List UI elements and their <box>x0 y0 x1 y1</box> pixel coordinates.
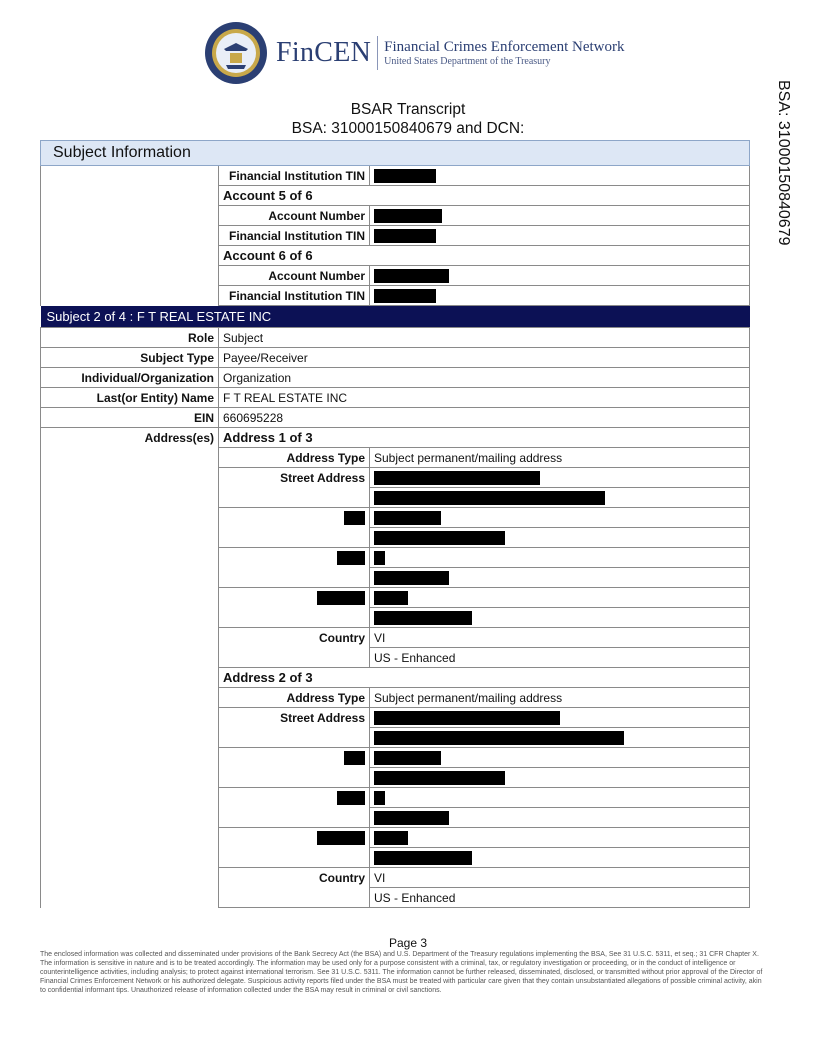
redaction-block <box>374 831 408 845</box>
subject-information-table <box>40 140 750 908</box>
logo-line-1: Financial Crimes Enforcement Network <box>384 38 625 55</box>
redaction-block <box>374 851 472 865</box>
redaction-block <box>374 169 436 183</box>
redacted-label <box>219 788 370 808</box>
country-spacer <box>219 648 370 668</box>
street-address-line-1 <box>370 468 750 488</box>
account-5-header: Account 5 of 6 <box>219 186 750 206</box>
redaction-block <box>337 791 365 805</box>
fi-tin-label: Financial Institution TIN <box>219 226 370 246</box>
redaction-block <box>374 771 505 785</box>
street-address-line-2 <box>370 488 750 508</box>
redaction-block <box>374 751 441 765</box>
redacted-label <box>219 548 370 568</box>
fi-tin-value <box>370 226 750 246</box>
account-number-value <box>370 206 750 226</box>
redaction-block <box>374 209 442 223</box>
redaction-block <box>374 571 449 585</box>
address-type-value: Subject permanent/mailing address <box>370 688 750 708</box>
redacted-value <box>370 608 750 628</box>
redacted-label <box>219 508 370 528</box>
entity-name-value: F T REAL ESTATE INC <box>219 388 750 408</box>
redacted-value <box>370 788 750 808</box>
document-subtitle: BSA: 31000150840679 and DCN: <box>291 120 525 137</box>
redacted-value <box>370 548 750 568</box>
side-bsa-number: BSA: 31000150840679 <box>775 80 792 246</box>
account-number-label: Account Number <box>219 206 370 226</box>
individual-organization-label: Individual/Organization <box>41 368 219 388</box>
redaction-block <box>344 751 365 765</box>
subject-type-value: Payee/Receiver <box>219 348 750 368</box>
redaction-block <box>374 791 385 805</box>
logo-line-2: United States Department of the Treasury <box>384 55 551 67</box>
ein-value: 660695228 <box>219 408 750 428</box>
country-label: Country <box>219 628 370 648</box>
redacted-value <box>370 748 750 768</box>
redacted-label-spacer <box>219 608 370 628</box>
role-value: Subject <box>219 328 750 348</box>
redacted-label <box>219 828 370 848</box>
redaction-block <box>374 551 385 565</box>
subject-type-label: Subject Type <box>41 348 219 368</box>
country-extra-value: US - Enhanced <box>370 648 750 668</box>
redaction-block <box>374 591 408 605</box>
individual-organization-value: Organization <box>219 368 750 388</box>
page-number: Page 3 <box>388 936 428 950</box>
country-value: VI <box>370 628 750 648</box>
redacted-label-spacer <box>219 768 370 788</box>
fi-tin-label: Financial Institution TIN <box>219 286 370 306</box>
redacted-value <box>370 588 750 608</box>
entity-name-label: Last(or Entity) Name <box>41 388 219 408</box>
fi-tin-value <box>370 166 750 186</box>
document-title: BSAR Transcript <box>350 101 466 118</box>
street-address-spacer <box>219 728 370 748</box>
redaction-block <box>374 811 449 825</box>
address-2-header: Address 2 of 3 <box>219 668 750 688</box>
redaction-block <box>374 491 605 505</box>
redacted-value <box>370 848 750 868</box>
fincen-wordmark: FinCEN <box>276 37 372 68</box>
address-type-label: Address Type <box>219 688 370 708</box>
legal-footer: The enclosed information was collected and disseminated under provisions of the Bank Secrecy Act (the BSA) and U.S. Department of the Treasury regulations implementing the BSA, See 31 U.S.C. 5311, et seq.; 31 CFR Chapter X. The information is sensitive in nature and is to be treated accordingly. The information may be used only for a purpose consistent with a criminal, tax, or regulatory investigation or proceeding, or in the conduct of intelligence or counterintelligence activities, including analysis; to protect against international terrorism. See 31 U.S.C. 5311. The information cannot be further released, disseminated, disclosed, or transmitted without prior approval of the Director of Financial Crimes Enforcement Network or his authorized delegate. Suspicious activity reports filed under the BSA must be treated with particular care given that they contain unsubstantiated allegations of possible criminal activity, akin to confidential informant tips. Unauthorized release of information collected under the BSA may result in criminal or civil sanctions. <box>40 951 763 994</box>
redacted-value <box>370 508 750 528</box>
account-6-header: Account 6 of 6 <box>219 246 750 266</box>
country-extra-value: US - Enhanced <box>370 888 750 908</box>
redaction-block <box>374 511 441 525</box>
account-number-value <box>370 266 750 286</box>
redacted-label-spacer <box>219 808 370 828</box>
redacted-value <box>370 828 750 848</box>
redaction-block <box>374 711 560 725</box>
redacted-label-spacer <box>219 528 370 548</box>
redaction-block <box>374 229 436 243</box>
street-address-label: Street Address <box>219 468 370 488</box>
redaction-block <box>317 591 365 605</box>
role-label: Role <box>41 328 219 348</box>
street-address-line-2 <box>370 728 750 748</box>
addresses-label: Address(es) <box>41 428 219 908</box>
street-address-line-1 <box>370 708 750 728</box>
redaction-block <box>374 269 449 283</box>
redacted-label-spacer <box>219 848 370 868</box>
redacted-value <box>370 808 750 828</box>
logo-text <box>384 39 624 68</box>
ein-label: EIN <box>41 408 219 428</box>
treasury-seal-icon <box>204 21 268 85</box>
subject-header: Subject 2 of 4 : F T REAL ESTATE INC <box>41 306 750 328</box>
fi-tin-label: Financial Institution TIN <box>219 166 370 186</box>
redaction-block <box>337 551 365 565</box>
redacted-value <box>370 568 750 588</box>
redaction-block <box>374 289 436 303</box>
street-address-label: Street Address <box>219 708 370 728</box>
address-type-label: Address Type <box>219 448 370 468</box>
address-type-value: Subject permanent/mailing address <box>370 448 750 468</box>
redacted-value <box>370 528 750 548</box>
country-spacer <box>219 888 370 908</box>
logo-divider <box>377 36 378 70</box>
redaction-block <box>374 731 624 745</box>
fi-tin-value <box>370 286 750 306</box>
redacted-label <box>219 748 370 768</box>
redaction-block <box>344 511 365 525</box>
section-title: Subject Information <box>41 141 750 166</box>
redaction-block <box>374 531 505 545</box>
address-1-header: Address 1 of 3 <box>219 428 750 448</box>
redacted-value <box>370 768 750 788</box>
redaction-block <box>317 831 365 845</box>
accounts-spacer <box>41 166 219 306</box>
country-value: VI <box>370 868 750 888</box>
account-number-label: Account Number <box>219 266 370 286</box>
fincen-logo <box>204 20 625 86</box>
redaction-block <box>374 611 472 625</box>
redacted-label <box>219 588 370 608</box>
country-label: Country <box>219 868 370 888</box>
street-address-spacer <box>219 488 370 508</box>
redacted-label-spacer <box>219 568 370 588</box>
redaction-block <box>374 471 540 485</box>
